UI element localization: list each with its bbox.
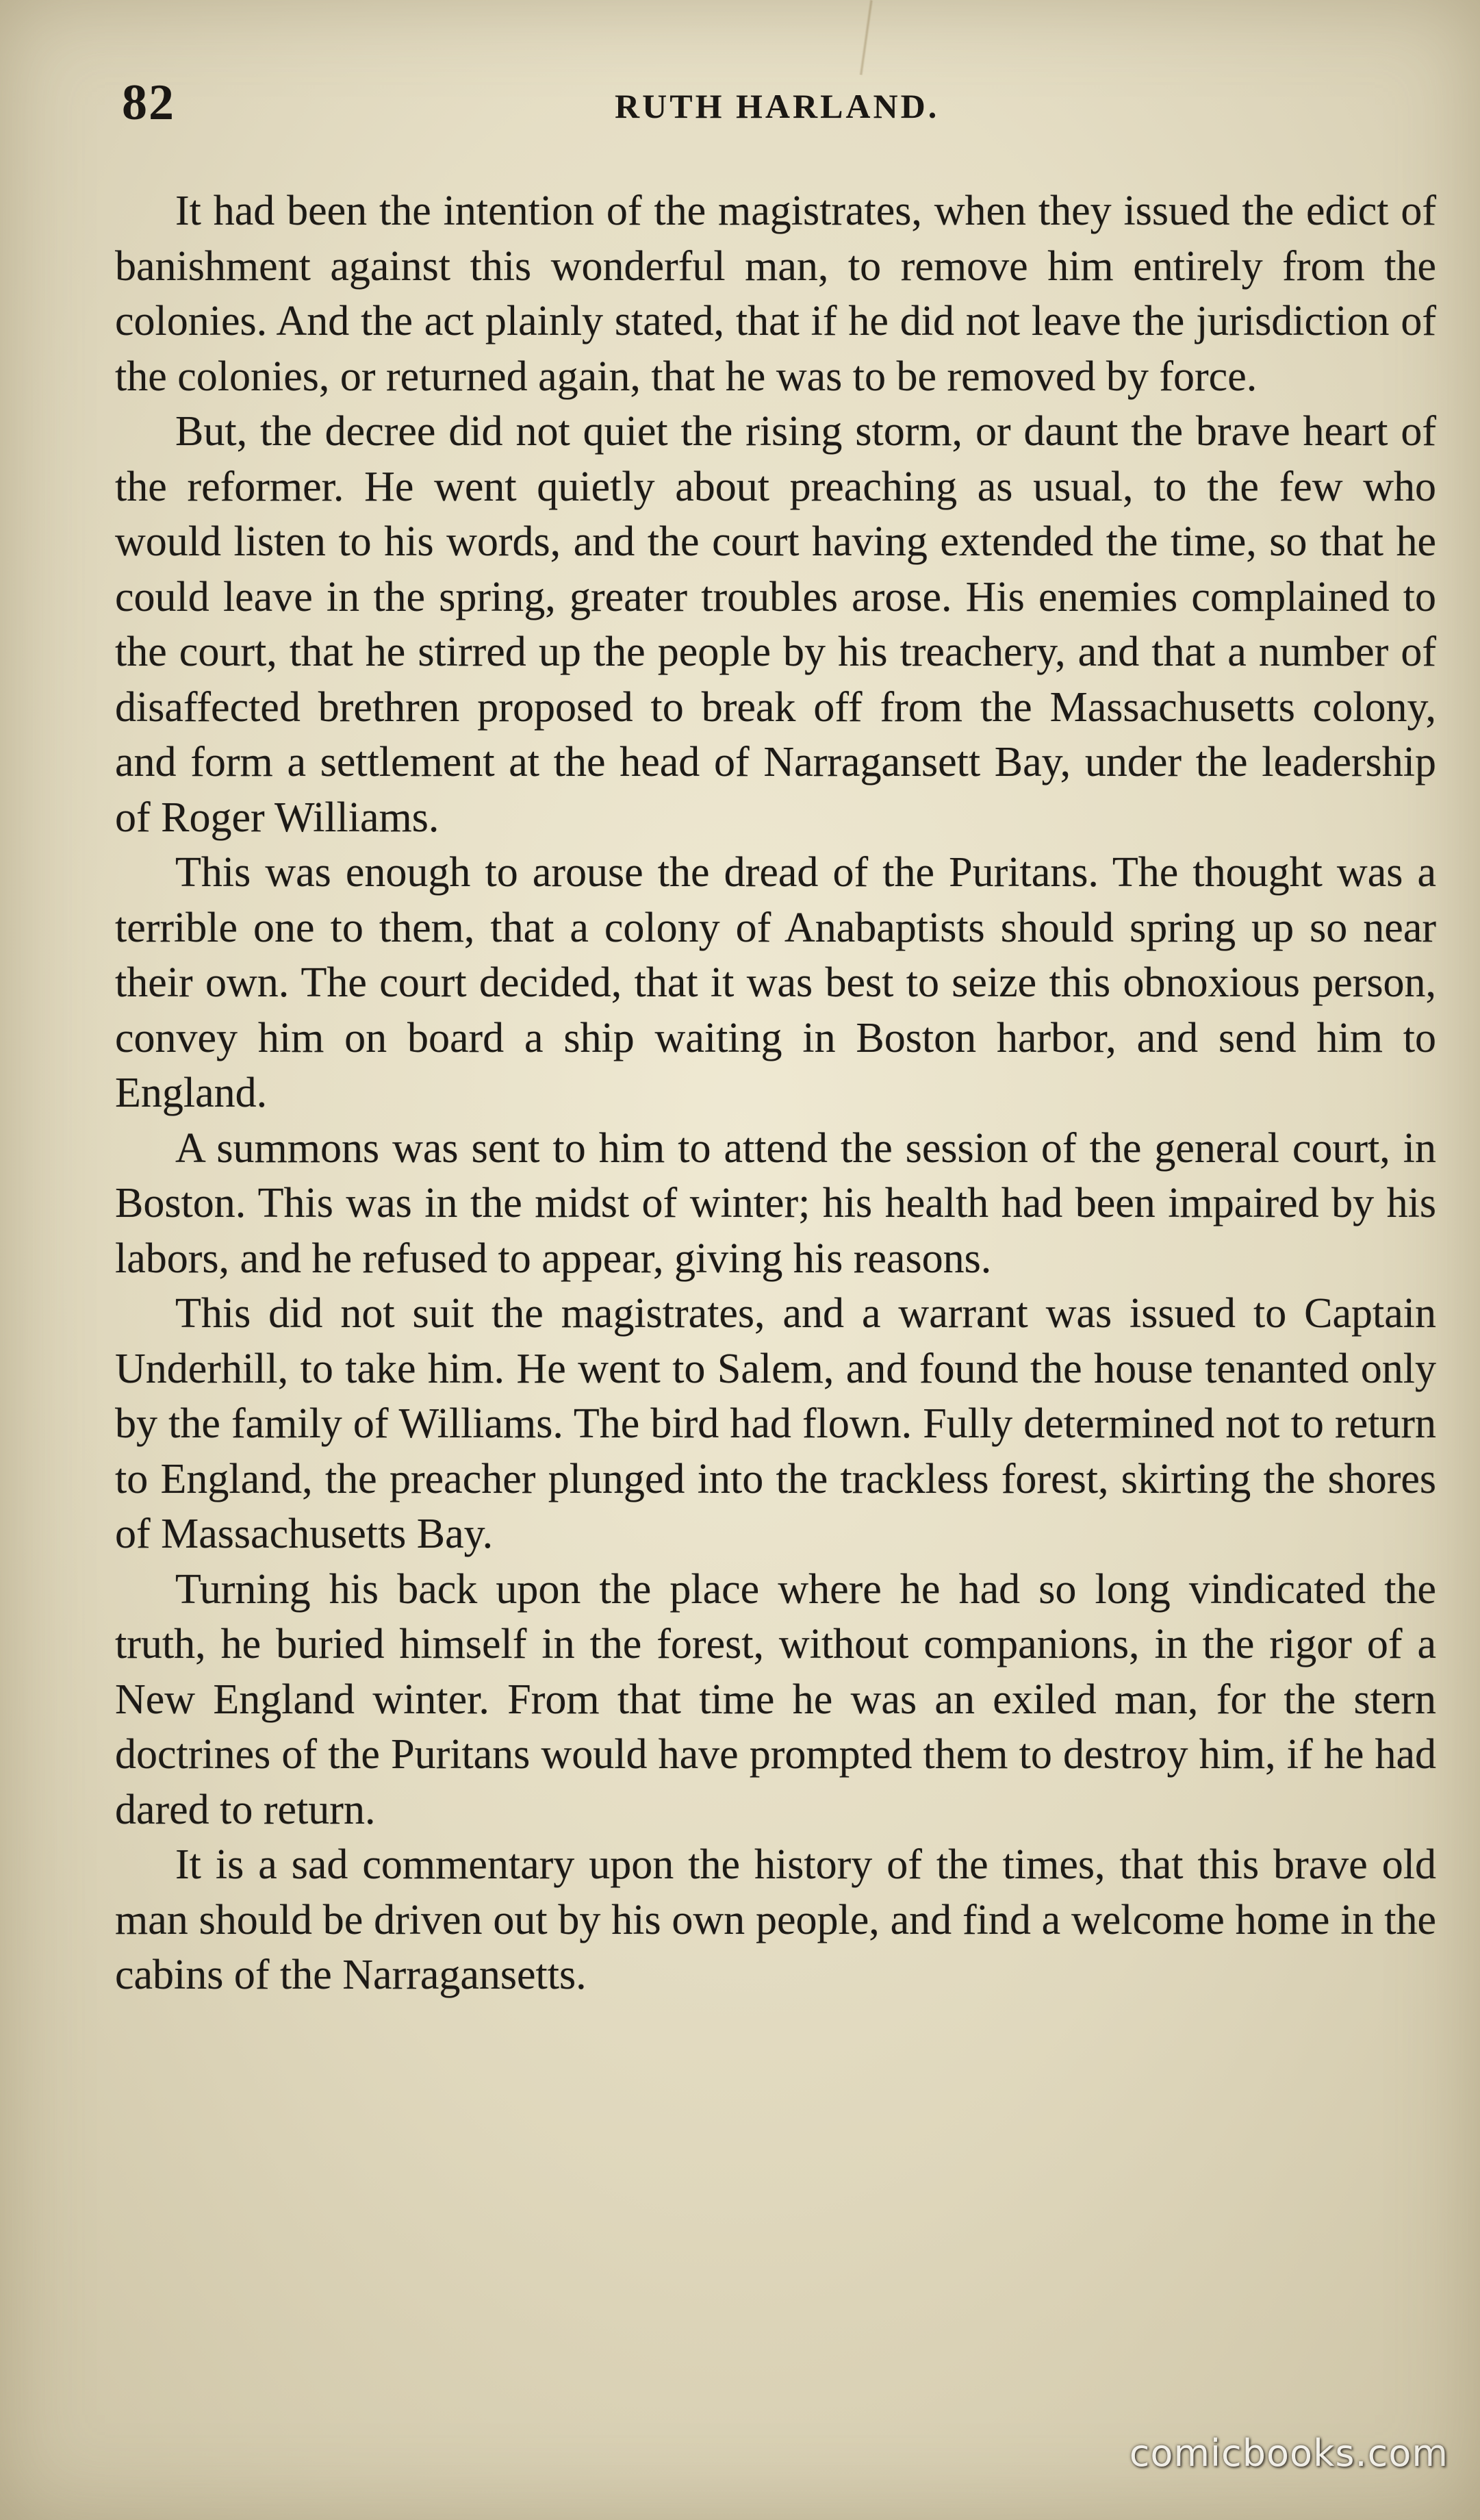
- paragraph: This was enough to arouse the dread of the Puritans. The thought was a terrible one to them, that a colony of Anabaptists should spring up so near their own. The court decided, that it was best to seize this obnoxious person, convey him on board a ship waiting in Boston harbor, and send him to England.: [115, 849, 1436, 1116]
- paragraph: This did not suit the magistrates, and a warrant was issued to Captain Underhill, to take him. He went to Salem, and found the house tenanted only by the family of Williams. The bird had flown. Fully determined not to return to England, the preacher plunged into the trackless forest, skirting the shores of Massachusetts Bay.: [115, 1290, 1436, 1557]
- paragraph: It had been the intention of the magistrates, when they issued the edict of banishment against this wonderful man, to remove him entirely from the colonies. And the act plainly stated, that if he did not leave the jurisdiction of the colonies, or returned again, that he was to be removed by force.: [115, 188, 1436, 400]
- page-crease: [859, 0, 873, 75]
- page-header: [122, 74, 1436, 129]
- paragraph: It is a sad commentary upon the history of the times, that this brave old man should be driven out by his own people, and find a welcome home in the cabins of the Narragansetts.: [115, 1841, 1436, 1998]
- body-text: [115, 184, 1436, 2003]
- watermark: comicbooks.com: [1129, 2432, 1449, 2475]
- paragraph: Turning his back upon the place where he had so long vindicated the truth, he buried himself in the forest, without companions, in the rigor of a New England winter. From that time he was an exiled man, for the stern doctrines of the Puritans would have prompted them to destroy him, if he had dared to return.: [115, 1565, 1436, 1833]
- paragraph: A summons was sent to him to attend the session of the general court, in Boston. This was in the midst of winter; his health had been impaired by his labors, and he refused to appear, giving his reasons.: [115, 1124, 1436, 1282]
- page-number: 82: [122, 75, 175, 131]
- paragraph: But, the decree did not quiet the rising storm, or daunt the brave heart of the reformer. He went quietly about preaching as usual, to the few who would listen to his words, and the court having extended the time, so that he could leave in the spring, greater troubles arose. His enemies complained to the court, that he stirred up the people by his treachery, and that a number of disaffected brethren proposed to break off from the Massachusetts colony, and form a settlement at the head of Narragansett Bay, under the leadership of Roger Williams.: [115, 408, 1436, 841]
- running-head: RUTH HARLAND.: [615, 87, 940, 125]
